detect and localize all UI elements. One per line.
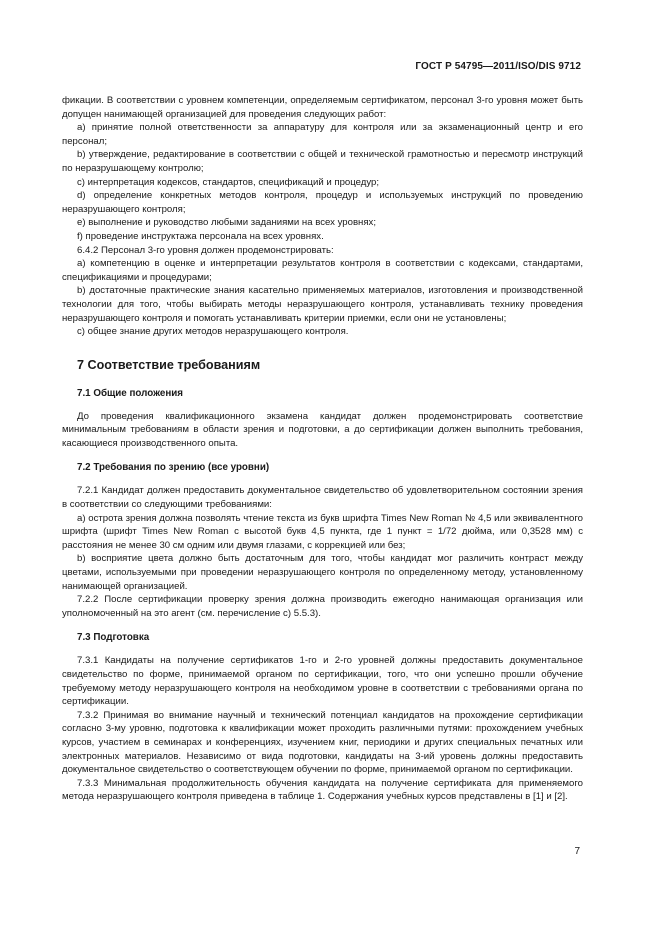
paragraph: До проведения квалификационного экзамена кандидат должен продемонстрировать соответствие минимальным требованиям в области зрения и подготовки, а до сертификации должен выполнить требования, касающиеся производственного опыта. (62, 410, 583, 449)
paragraph: c) интерпретация кодексов, стандартов, спецификаций и процедур; (77, 176, 380, 188)
paragraph: a) острота зрения должна позволять чтение текста из букв шрифта Times New Roman № 4,5 или эквивалентного шрифта (шрифт Times New Roman с высотой букв 4,5 пункта, где 1 пункт = 1/72 дюйма, или 0,3528 мм) с расстояния не менее 30 см одним или двумя глазами, с коррекцией или без; (62, 512, 583, 551)
paragraph: a) компетенцию в оценке и интерпретации результатов контроля в соответствии с кодексами, стандартами, спецификациями и процедурами; (62, 258, 583, 283)
subsection-heading: 7.3 Подготовка (77, 632, 150, 644)
section-heading: 7 Соответствие требованиям (77, 357, 261, 372)
document-body (62, 94, 583, 804)
subsection-heading: 7.1 Общие положения (77, 387, 184, 399)
paragraph: 7.3.2 Принимая во внимание научный и технический потенциал кандидатов на прохождение сертификации согласно 3-му уровню, подготовка к квалификации может проходить различными путями: прохождением учебных курсов, участием в семинарах и конференциях, изучением книг, периодики и других специальных печатных или электронных материалов. Независимо от вида подготовки, кандидаты на 3-ий уровень должны предоставить документальное свидетельство о соответствующем обучении по форме, принимаемой органом по сертификации. (62, 709, 583, 776)
paragraph: b) восприятие цвета должно быть достаточным для того, чтобы кандидат мог различить контраст между цветами, используемыми при проведении неразрушающего контроля по определенному методу, установленному нанимающей организацией. (62, 553, 583, 592)
paragraph: 7.3.1 Кандидаты на получение сертификатов 1-го и 2-го уровней должны предоставить документальное свидетельство по форме, принимаемой органом по сертификации, того, что они успешно прошли обучение требуемому методу неразрушающего контроля на необходимом уровне в соответствии с требованиями органа по сертификации. (62, 655, 583, 708)
paragraph: d) определение конкретных методов контроля, процедур и используемых инструкций по проведению неразрушающего контроля; (62, 190, 583, 215)
paragraph: 7.3.3 Минимальная продолжительность обучения кандидата на получение сертификата для применяемого метода неразрушающего контроля приведена в таблице 1. Содержания учебных курсов представлены в [1] и [2]. (62, 777, 583, 803)
paragraph: e) выполнение и руководство любыми заданиями на всех уровнях; (77, 217, 377, 229)
paragraph: c) общее знание других методов неразрушающего контроля. (77, 326, 349, 338)
page-number: 7 (574, 846, 580, 857)
paragraph: фикации. В соответствии с уровнем компетенции, определяемым сертификатом, персонал 3-го уровня может быть допущен нанимающей организацией для проведения следующих работ: (62, 95, 583, 120)
paragraph: 7.2.2 После сертификации проверку зрения должна производить ежегодно нанимающая организация или уполномоченный на это агент (см. перечисление с) 5.5.3). (62, 594, 583, 619)
subsection-heading: 7.2 Требования по зрению (все уровни) (77, 462, 270, 474)
standard-header: ГОСТ Р 54795—2011/ISO/DIS 9712 (415, 61, 581, 72)
paragraph: b) достаточные практические знания касательно применяемых материалов, изготовления и производственной технологии для того, чтобы выбирать методы неразрушающего контроля, устанавливать технику проведения неразрушающего контроля и помогать устанавливать критерии приемки, если они не установлены; (62, 285, 583, 324)
paragraph: b) утверждение, редактирование в соответствии с общей и технической грамотностью и пересмотр инструкций по неразрушающему контролю; (62, 149, 583, 174)
paragraph: 6.4.2 Персонал 3-го уровня должен продемонстрировать: (77, 244, 334, 256)
paragraph: 7.2.1 Кандидат должен предоставить документальное свидетельство об удовлетворительном состоянии зрения в соответствии со следующими требованиями: (62, 485, 583, 511)
paragraph: a) принятие полной ответственности за аппаратуру для контроля или за экзаменационный центр и его персонал; (62, 122, 583, 147)
paragraph: f) проведение инструктажа персонала на всех уровнях. (77, 230, 324, 242)
